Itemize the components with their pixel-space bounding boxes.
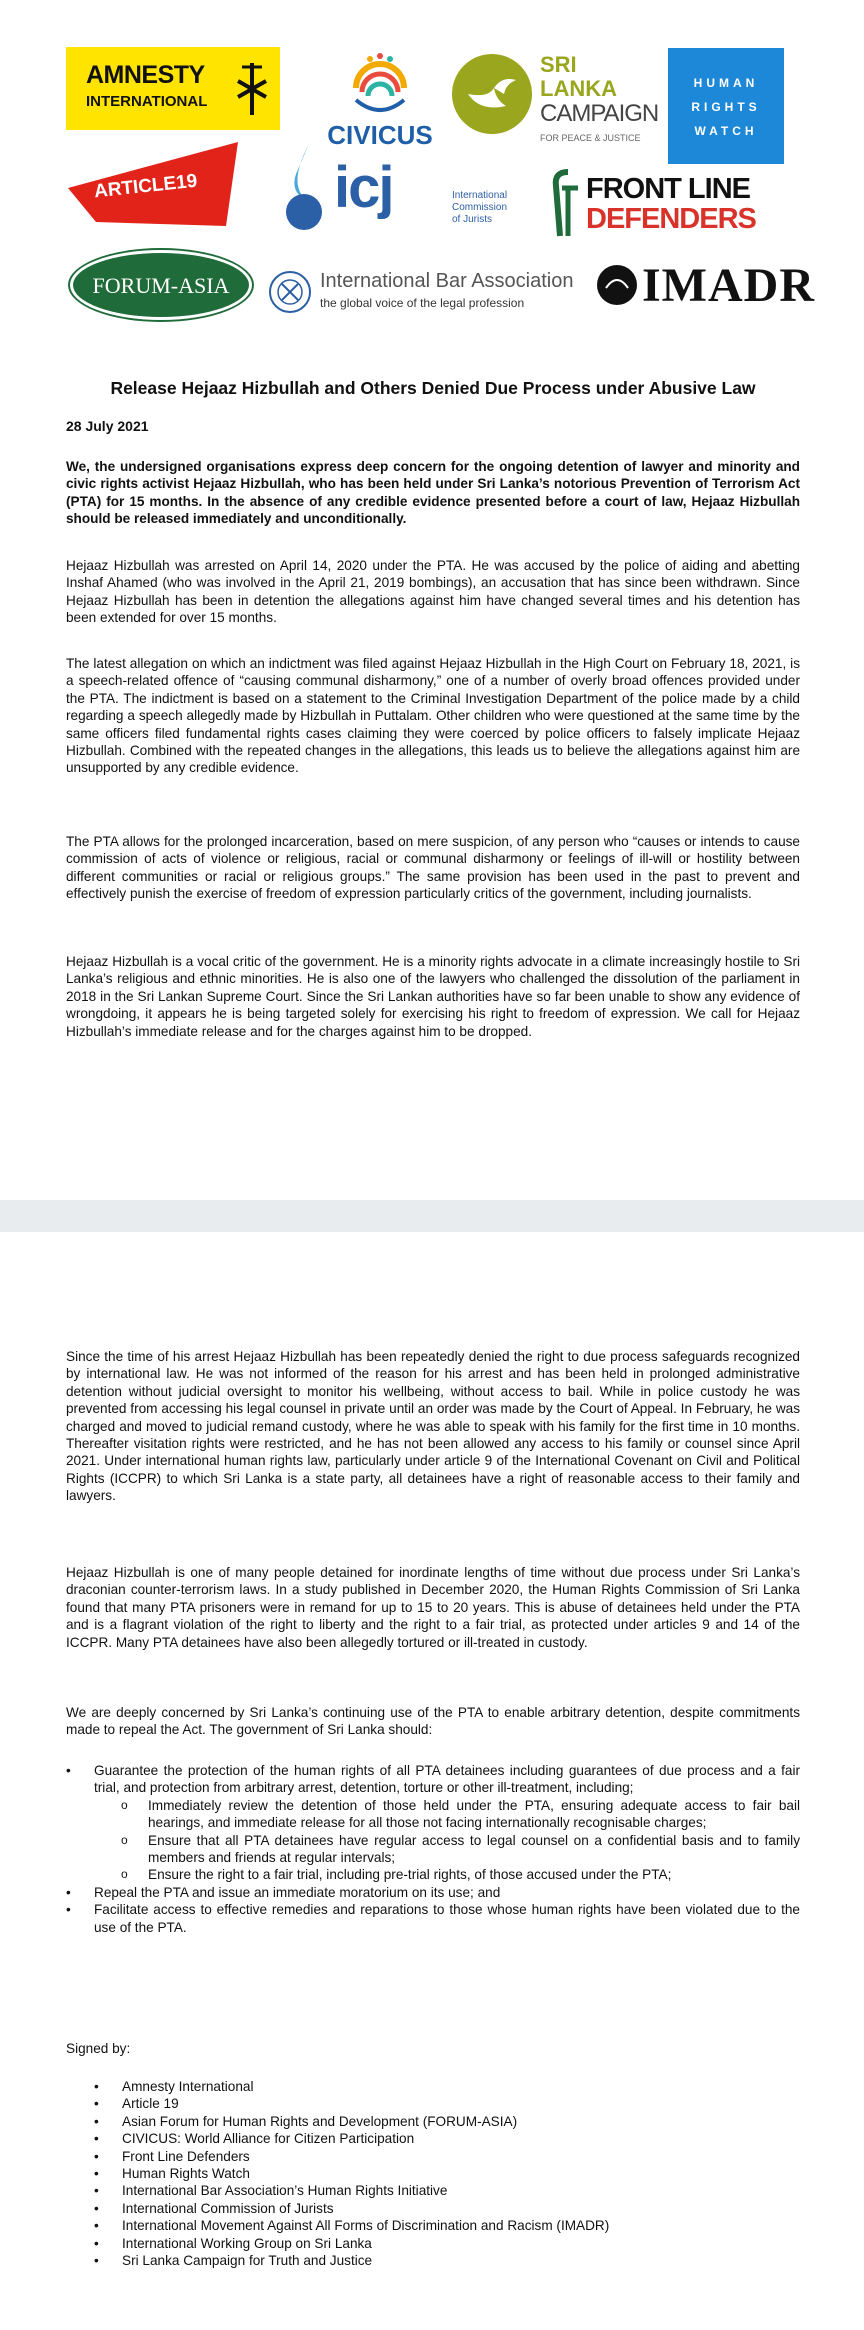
signatory-item: • International Bar Association’s Human Rights Initiative xyxy=(66,2182,800,2199)
document-page-2 xyxy=(0,1232,864,2330)
srilanka-line2: LANKA xyxy=(540,76,617,101)
paragraph-concern: We are deeply concerned by Sri Lanka’s continuing use of the PTA to enable arbitrary detention, despite commitments made to repeal the Act. The government of Sri Lanka should: xyxy=(66,1705,800,1738)
signatory-item: • International Working Group on Sri Lanka xyxy=(66,2235,800,2252)
forumasia-logo xyxy=(70,250,252,320)
hrw-logo xyxy=(668,48,784,164)
signatory-item: • Article 19 xyxy=(66,2095,800,2112)
imadr-emblem-icon xyxy=(596,264,638,306)
signatory-item: • Sri Lanka Campaign for Truth and Justice xyxy=(66,2252,800,2269)
srilanka-line1: SRI xyxy=(540,52,577,77)
iba-logo xyxy=(268,268,574,316)
article19-text: ARTICLE19 xyxy=(93,170,199,203)
civicus-logo xyxy=(322,48,438,152)
paragraph-pta-provision: The PTA allows for the prolonged incarceration, based on mere suspicion, of any person who “causes or intends to cause commission of acts of violence or religious, racial or communal disharmony or feelings of ill-will or hostility between different communities or racial or religious groups.” The same provision has been used in the past to prevent and effectively punish the exercise of freedom of expression particularly critics of the government, including journalists. xyxy=(66,834,800,902)
signatory-item: • Asian Forum for Human Rights and Development (FORUM-ASIA) xyxy=(66,2113,800,2130)
paragraph-draconian-laws: Hejaaz Hizbullah is one of many people detained for inordinate lengths of time without due process under Sri Lanka’s draconian counter-terrorism laws. In a study published in December 2020, the Human Rights Commission of Sri Lanka found that many PTA prisoners were in remand for up to 15 to 20 years. This is abuse of detainees held under the PTA and is a flagrant violation of the right to liberty and the right to a fair trial, as protected under articles 9 and 14 of the ICCPR. Many PTA detainees have also been allegedly tortured or ill-treated in custody. xyxy=(66,1565,800,1650)
srilanka-campaign-logo xyxy=(448,50,659,150)
signatories-list xyxy=(66,2078,800,2269)
signatory-item: • Amnesty International xyxy=(66,2078,800,2095)
document-title: Release Hejaaz Hizbullah and Others Denied Due Process under Abusive Law xyxy=(110,378,756,398)
srilanka-line3: CAMPAIGN xyxy=(540,100,659,127)
paragraph-vocal-critic: Hejaaz Hizbullah is a vocal critic of the government. He is a minority rights advocate in a climate increasingly hostile to Sri Lanka’s religious and ethnic minorities. He is also one of the lawyers who challenged the dissolution of the parliament in 2018 in the Sri Lankan Supreme Court. Since the Sri Lankan authorities have so far been unable to show any evidence of wrongdoing, it appears he is being targeted solely for exercising his right to freedom of expression. We call for Hejaaz Hizbullah’s immediate release and for the charges against him to be dropped. xyxy=(66,954,800,1039)
frontline-line2: DEFENDERS xyxy=(586,203,756,235)
icj-drop-icon xyxy=(284,144,330,234)
signatory-item: • Front Line Defenders xyxy=(66,2148,800,2165)
recommendation-item: • Repeal the PTA and issue an immediate moratorium on its use; and xyxy=(66,1884,800,1901)
article19-logo xyxy=(66,140,242,230)
recommendation-item: • Facilitate access to effective remedies and reparations to those whose human rights have been violated due to the use of the PTA. xyxy=(66,1901,800,1936)
frontline-line1: FRONT LINE xyxy=(586,173,750,205)
iba-tagline: the global voice of the legal profession xyxy=(320,296,525,310)
signed-by-label: Signed by: xyxy=(66,2041,131,2056)
srilanka-tagline: FOR PEACE & JUSTICE xyxy=(540,133,641,143)
hrw-line3: WATCH xyxy=(694,124,758,138)
icj-line2: Commission xyxy=(452,202,508,213)
paragraph-arrest: Hejaaz Hizbullah was arrested on April 14, 2020 under the PTA. He was accused by the police of aiding and abetting Inshaf Ahamed (who was involved in the April 21, 2019 bombings), an accusation that has since been withdrawn. Since Hejaaz Hizbullah has been in detention the allegations against him have changed several times and his detention has been extended for over 15 months. xyxy=(66,558,800,626)
iba-seal-icon xyxy=(268,270,312,314)
icj-mark: icj xyxy=(334,155,393,220)
lead-paragraph: We, the undersigned organisations express deep concern for the ongoing detention of lawyer and minority and civic rights activist Hejaaz Hizbullah, who has been held under Sri Lanka’s notorious Prevention of Terrorism Act (PTA) for 15 months. In the absence of any credible evidence presented before a court of law, Hejaaz Hizbullah should be released immediately and unconditionally. xyxy=(66,459,800,527)
signatory-item: • International Movement Against All Forms of Discrimination and Racism (IMADR) xyxy=(66,2217,800,2234)
dove-icon xyxy=(450,52,534,136)
imadr-text: IMADR xyxy=(642,259,815,312)
candle-icon xyxy=(234,61,270,117)
iba-name: International Bar Association xyxy=(320,270,574,292)
recommendations-list xyxy=(66,1762,800,1936)
civicus-text: CIVICUS xyxy=(327,120,433,150)
paragraph-indictment: The latest allegation on which an indictment was filed against Hejaaz Hizbullah in the High Court on February 18, 2021, is a speech-related offence of “causing communal disharmony,” one of a number of overly broad offences provided under the PTA. The indictment is based on a statement to the Criminal Investigation Department of the police made by a child regarding a speech allegedly made by Hizbullah in Puttalam. Other children who were questioned at the same time by the same officers filed fundamental rights cases claiming they were coerced by police officers to falsely implicate Hejaaz Hizbullah. Combined with the repeated changes in the allegations, this leads us to believe the allegations against him are unsupported by any credible evidence. xyxy=(66,656,800,776)
imadr-logo xyxy=(596,254,815,320)
hrw-line1: HUMAN xyxy=(693,76,759,90)
recommendation-subitem: o Ensure that all PTA detainees have regular access to legal counsel on a confidential basis and to family members and friends at regular intervals; xyxy=(66,1832,800,1867)
forumasia-text: FORUM-ASIA xyxy=(92,273,230,298)
recommendation-item: • Guarantee the protection of the human rights of all PTA detainees including guarantees of due process and a fair trial, and protection from arbitrary arrest, detention, torture or other ill-treatment, including; xyxy=(66,1762,800,1797)
recommendation-subitem: o Ensure the right to a fair trial, including pre-trial rights, of those accused under the PTA; xyxy=(66,1866,800,1883)
icj-logo xyxy=(284,144,524,236)
icj-line1: International xyxy=(452,190,508,201)
hrw-line2: RIGHTS xyxy=(691,100,761,114)
signatory-item: • International Commission of Jurists xyxy=(66,2200,800,2217)
signatory-item: • Human Rights Watch xyxy=(66,2165,800,2182)
icj-line3: of Jurists xyxy=(452,214,493,225)
recommendation-subitem: o Immediately review the detention of those held under the PTA, ensuring adequate access to fair bail hearings, and immediate release for all those not facing internationally recognisable charges; xyxy=(66,1797,800,1832)
paragraph-due-process: Since the time of his arrest Hejaaz Hizbullah has been repeatedly denied the right to due process safeguards recognized by international law. He was not informed of the reason for his arrest and has been held in prolonged administrative detention without judicial oversight to monitor his wellbeing, without access to bail. While in police custody he was prevented from accessing his legal counsel in private until an order was made by the Court of Appeal. In February, he was charged and moved to judicial remand custody, where he was able to speak with his family for the first time in 10 months. Thereafter visitation rights were restricted, and he has not been allowed any access to his family or counsel since April 2021. Under international human rights law, particularly under article 9 of the International Covenant on Civil and Political Rights (ICCPR) to which Sri Lanka is a state party, all detainees have a right of reasonable access to their family and lawyers. xyxy=(66,1349,800,1504)
amnesty-logo xyxy=(66,47,280,130)
document-date: 28 July 2021 xyxy=(66,418,149,434)
frontline-figure-icon xyxy=(548,166,588,238)
frontline-defenders-logo xyxy=(548,166,788,238)
signatory-item: • CIVICUS: World Alliance for Citizen Participation xyxy=(66,2130,800,2147)
amnesty-line2: INTERNATIONAL xyxy=(86,93,208,110)
amnesty-line1: AMNESTY xyxy=(86,61,205,89)
civicus-circle-icon xyxy=(342,48,418,118)
